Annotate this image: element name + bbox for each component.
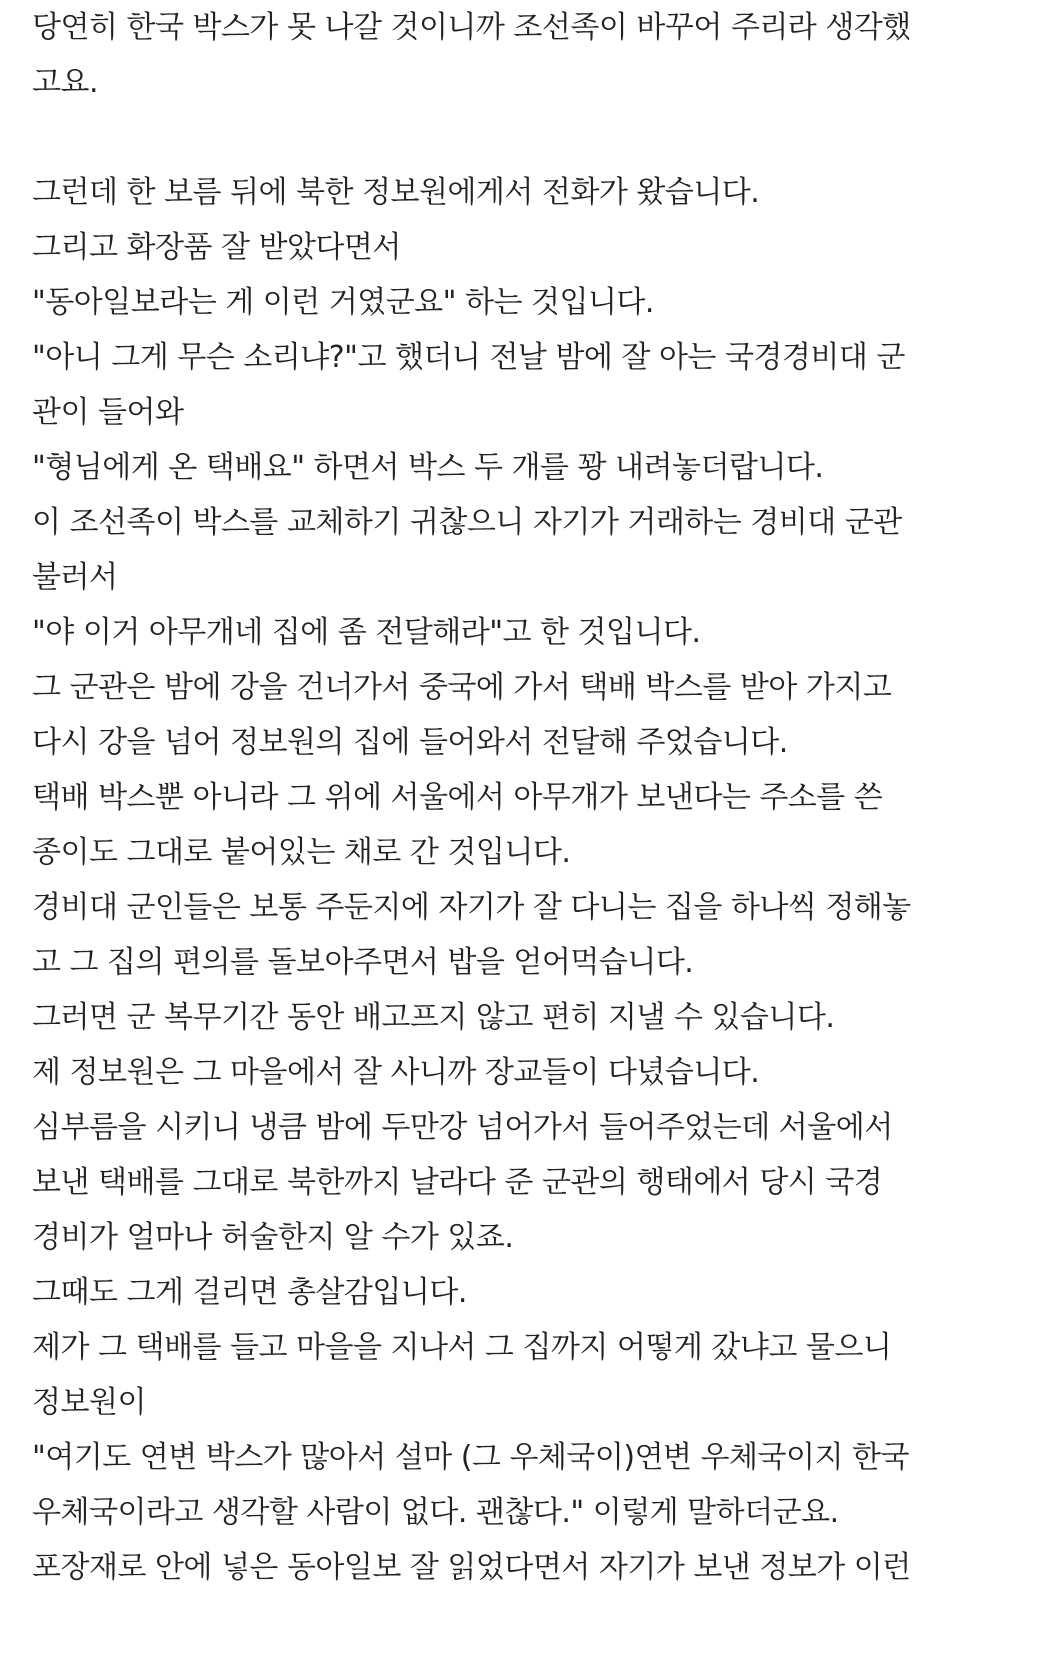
- text-line: 고요.: [32, 65, 98, 100]
- text-line: 보낸 택배를 그대로 북한까지 날라다 준 군관의 행태에서 당시 국경: [32, 1165, 883, 1200]
- paragraph-gap: [32, 110, 1042, 165]
- text-line: 고 그 집의 편의를 돌보아주면서 밥을 얻어먹습니다.: [32, 945, 694, 980]
- text-line: 그런데 한 보름 뒤에 북한 정보원에게서 전화가 왔습니다.: [32, 175, 760, 210]
- text-line: 우체국이라고 생각할 사람이 없다. 괜찮다." 이렇게 말하더군요.: [32, 1495, 839, 1530]
- text-line: 택배 박스뿐 아니라 그 위에 서울에서 아무개가 보낸다는 주소를 쓴: [32, 780, 883, 815]
- text-line: 이 조선족이 박스를 교체하기 귀찮으니 자기가 거래하는 경비대 군관: [32, 505, 902, 540]
- text-line: "아니 그게 무슨 소리냐?"고 했더니 전날 밤에 잘 아는 국경경비대 군: [32, 340, 905, 375]
- text-line: 당연히 한국 박스가 못 나갈 것이니까 조선족이 바꾸어 주리라 생각했: [32, 10, 911, 45]
- text-line: 경비가 얼마나 허술한지 알 수가 있죠.: [32, 1220, 514, 1255]
- text-line: 다시 강을 넘어 정보원의 집에 들어와서 전달해 주었습니다.: [32, 725, 788, 760]
- article-body: [32, 0, 1042, 1595]
- text-line: 제가 그 택배를 들고 마을을 지나서 그 집까지 어떻게 갔냐고 물으니: [32, 1330, 892, 1365]
- text-line: 관이 들어와: [32, 395, 184, 430]
- text-line: 포장재로 안에 넣은 동아일보 잘 읽었다면서 자기가 보낸 정보가 이런: [32, 1550, 911, 1585]
- text-line: "여기도 연변 박스가 많아서 설마 (그 우체국이)연변 우체국이지 한국: [32, 1440, 909, 1475]
- text-line: 경비대 군인들은 보통 주둔지에 자기가 잘 다니는 집을 하나씩 정해놓: [32, 890, 911, 925]
- text-line: 종이도 그대로 붙어있는 채로 간 것입니다.: [32, 835, 571, 870]
- text-line: 그러면 군 복무기간 동안 배고프지 않고 편히 지낼 수 있습니다.: [32, 1000, 835, 1035]
- text-line: 제 정보원은 그 마을에서 잘 사니까 장교들이 다녔습니다.: [32, 1055, 760, 1090]
- text-line: 불러서: [32, 560, 118, 595]
- text-line: "야 이거 아무개네 집에 좀 전달해라"고 한 것입니다.: [32, 615, 701, 650]
- text-line: 그때도 그게 걸리면 총살감입니다.: [32, 1275, 467, 1310]
- text-line: 정보원이: [32, 1385, 146, 1420]
- text-line: 그리고 화장품 잘 받았다면서: [32, 230, 401, 265]
- text-line: "동아일보라는 게 이런 거였군요" 하는 것입니다.: [32, 285, 654, 320]
- text-line: 그 군관은 밤에 강을 건너가서 중국에 가서 택배 박스를 받아 가지고: [32, 670, 892, 705]
- text-line: 심부름을 시키니 냉큼 밤에 두만강 넘어가서 들어주었는데 서울에서: [32, 1110, 893, 1145]
- text-line: "형님에게 온 택배요" 하면서 박스 두 개를 꽝 내려놓더랍니다.: [32, 450, 824, 485]
